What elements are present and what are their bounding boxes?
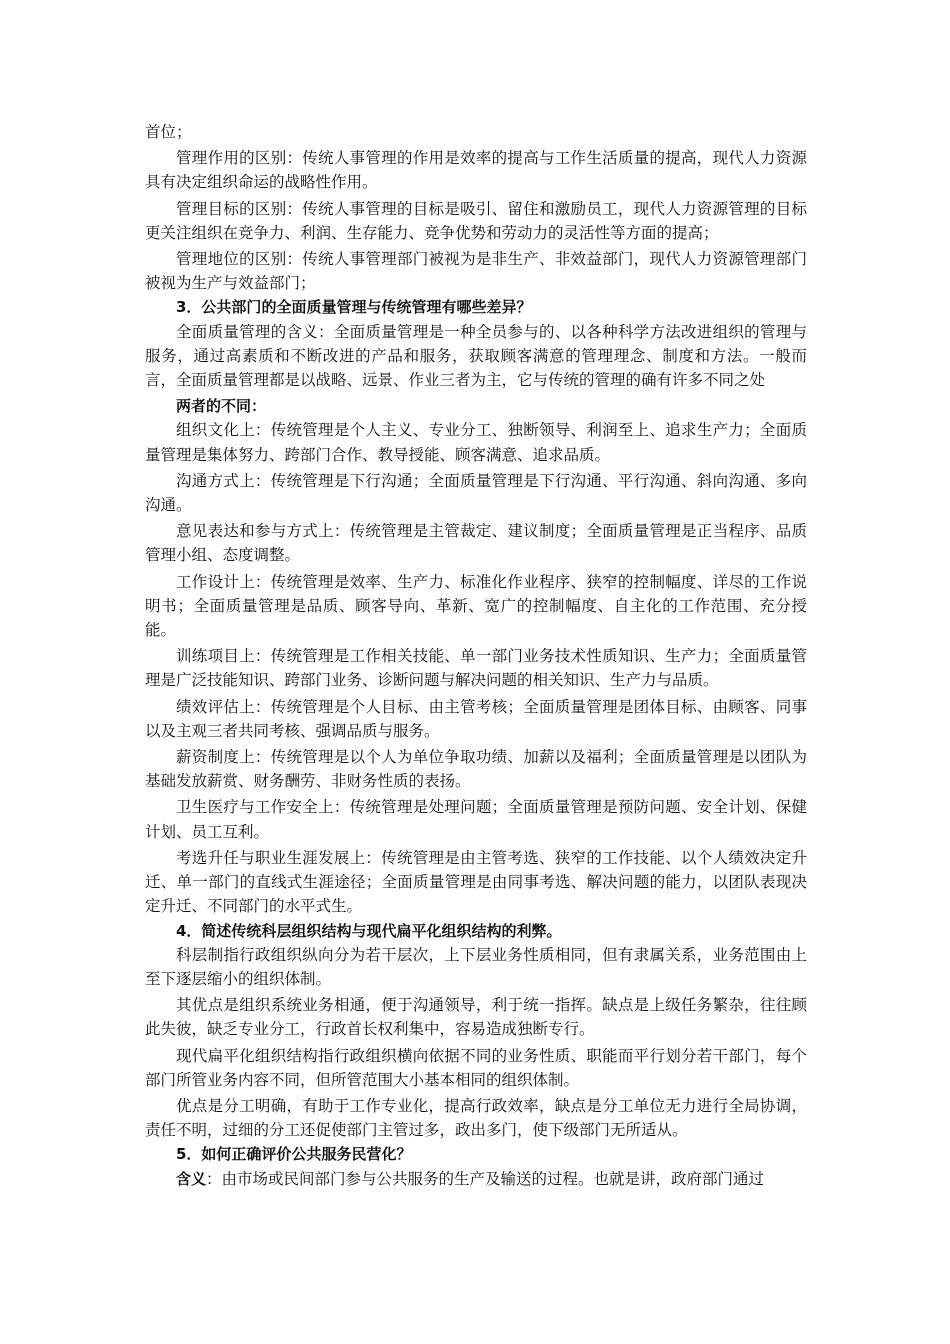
document-body bbox=[145, 120, 807, 1191]
paragraph: 考选升任与职业生涯发展上：传统管理是由主管考选、狭窄的工作技能、以个人绩效决定升迁、单一部门的直线式生涯途径；全面质量管理是由同事考选、解决问题的能力，以团队表现决定升迁、不同部门的水平式生。 bbox=[145, 848, 807, 916]
paragraph: 优点是分工明确，有助于工作专业化，提高行政效率，缺点是分工单位无力进行全局协调，责任不明，过细的分工还促使部门主管过多，政出多门，使下级部门无所适从。 bbox=[145, 1096, 807, 1140]
paragraph: 科层制指行政组织纵向分为若干层次，上下层业务性质相同，但有隶属关系，业务范围由上至下逐层缩小的组织体制。 bbox=[145, 945, 807, 988]
sub-heading: 两者的不同： bbox=[176, 397, 267, 416]
section-heading: 4．简述传统科层组织结构与现代扁平化组织结构的利弊。 bbox=[176, 921, 562, 940]
paragraph: 工作设计上：传统管理是效率、生产力、标准化作业程序、狭窄的控制幅度、详尽的工作说明书；全面质量管理是品质、顾客导向、革新、宽广的控制幅度、自主化的工作范围、充分授能。 bbox=[145, 572, 807, 640]
paragraph: 管理地位的区别：传统人事管理部门被视为是非生产、非效益部门，现代人力资源管理部门被视为生产与效益部门； bbox=[145, 250, 807, 293]
paragraph: 薪资制度上：传统管理是以个人为单位争取功绩、加薪以及福利；全面质量管理是以团队为基础发放薪赏、财务酬劳、非财务性质的表扬。 bbox=[145, 748, 807, 791]
paragraph: 全面质量管理的含义：全面质量管理是一种全员参与的、以各种科学方法改进组织的管理与服务，通过高素质和不断改进的产品和服务，获取顾客满意的管理理念、制度和方法。一般而言，全面质量管理都是以战略、远景、作业三者为主，它与传统的管理的确有许多不同之处 bbox=[145, 322, 807, 390]
paragraph: 管理目标的区别：传统人事管理的目标是吸引、留住和激励员工，现代人力资源管理的目标更关注组织在竞争力、利润、生存能力、竞争优势和劳动力的灵活性等方面的提高； bbox=[145, 199, 807, 242]
paragraph: 首位； bbox=[145, 123, 192, 141]
paragraph: 卫生医疗与工作安全上：传统管理是处理问题；全面质量管理是预防问题、安全计划、保健计划、员工互利。 bbox=[145, 798, 807, 841]
section-heading: 5．如何正确评价公共服务民营化？ bbox=[176, 1145, 412, 1164]
paragraph: 组织文化上：传统管理是个人主义、专业分工、独断领导、利润至上、追求生产力；全面质量管理是集体努力、跨部门合作、教导授能、顾客满意、追求品质。 bbox=[145, 421, 807, 464]
paragraph: 管理作用的区别：传统人事管理的作用是效率的提高与工作生活质量的提高，现代人力资源具有决定组织命运的战略性作用。 bbox=[145, 149, 807, 192]
paragraph: 现代扁平化组织结构指行政组织横向依据不同的业务性质、职能而平行划分若干部门，每个部门所管业务内容不同，但所管范围大小基本相同的组织体制。 bbox=[145, 1046, 807, 1089]
definition-lead: 含义 bbox=[176, 1169, 207, 1188]
paragraph: 意见表达和参与方式上：传统管理是主管裁定、建议制度；全面质量管理是正当程序、品质管理小组、态度调整。 bbox=[145, 522, 807, 565]
section-heading: 3．公共部门的全面质量管理与传统管理有哪些差异？ bbox=[176, 298, 532, 317]
paragraph: 其优点是组织系统业务相通，便于沟通领导，利于统一指挥。缺点是上级任务繁杂，往往顾此失彼，缺乏专业分工，行政首长权利集中，容易造成独断专行。 bbox=[145, 996, 807, 1039]
paragraph: 训练项目上：传统管理是工作相关技能、单一部门业务技术性质知识、生产力；全面质量管理是广泛技能知识、跨部门业务、诊断问题与解决问题的相关知识、生产力与品质。 bbox=[145, 647, 807, 690]
paragraph: 沟通方式上：传统管理是下行沟通；全面质量管理是下行沟通、平行沟通、斜向沟通、多向沟通。 bbox=[145, 471, 807, 515]
definition-text: ：由市场或民间部门参与公共服务的生产及输送的过程。也就是讲，政府部门通过 bbox=[206, 1169, 765, 1188]
paragraph bbox=[145, 1167, 807, 1191]
paragraph: 绩效评估上：传统管理是个人目标、由主管考核；全面质量管理是团体目标、由顾客、同事以及主观三者共同考核、强调品质与服务。 bbox=[145, 697, 807, 740]
